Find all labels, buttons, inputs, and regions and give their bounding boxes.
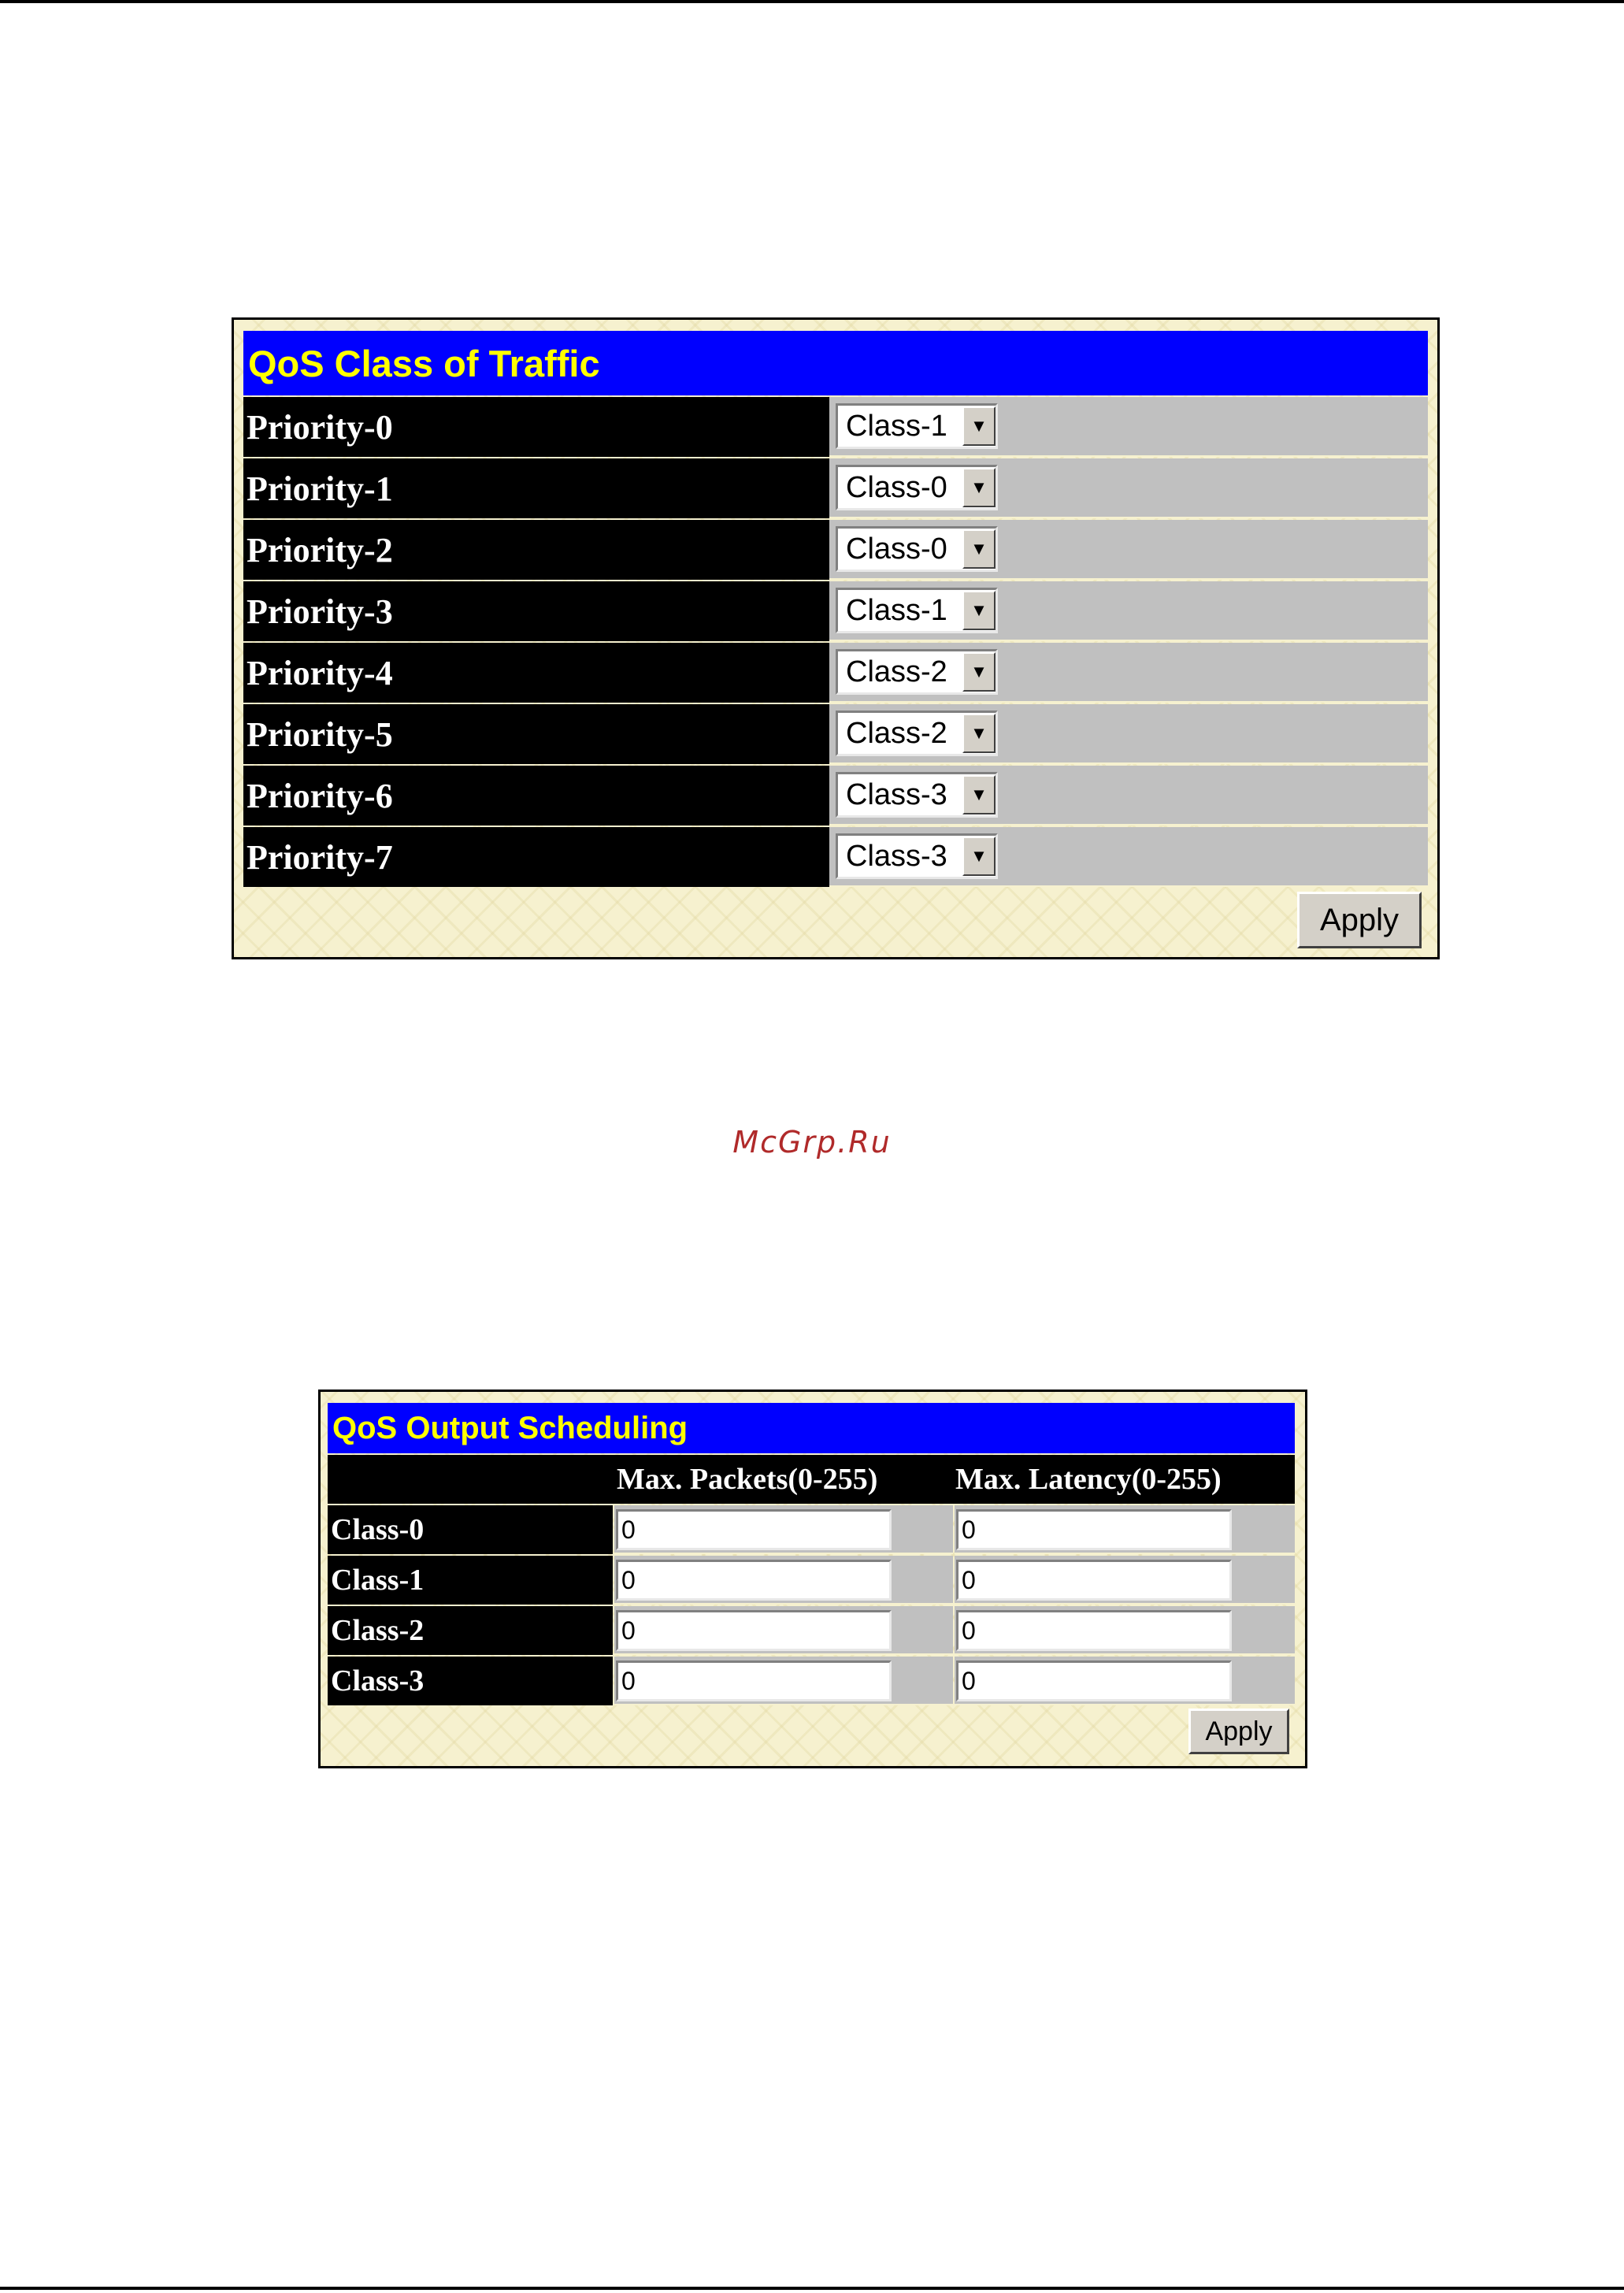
max-latency-input[interactable]: 0	[956, 1560, 1232, 1601]
class-select[interactable]	[836, 588, 998, 633]
max-latency-input[interactable]: 0	[956, 1610, 1232, 1651]
table-header	[328, 1455, 1295, 1504]
max-packets-input[interactable]: 0	[616, 1660, 892, 1701]
class-select[interactable]	[836, 526, 998, 572]
class-row	[328, 1556, 1295, 1605]
selected-value: Class-3	[846, 777, 947, 811]
chevron-down-icon[interactable]: ▼	[962, 837, 996, 876]
chevron-down-icon[interactable]: ▼	[962, 406, 996, 446]
selected-value: Class-2	[846, 655, 947, 688]
priority-label: Priority-4	[243, 643, 829, 703]
selected-value: Class-1	[846, 593, 947, 627]
apply-button[interactable]: Apply	[1297, 892, 1422, 948]
priority-row	[243, 766, 1428, 826]
qos-class-of-traffic-panel	[232, 317, 1440, 959]
selected-value: Class-0	[846, 470, 947, 504]
priority-row	[243, 643, 1428, 703]
class-select[interactable]	[836, 649, 998, 695]
apply-button[interactable]: Apply	[1188, 1709, 1289, 1754]
priority-row	[243, 704, 1428, 764]
class-label: Class-1	[328, 1556, 613, 1605]
selected-value: Class-3	[846, 839, 947, 873]
panel-title: QoS Class of Traffic	[243, 331, 1428, 395]
chevron-down-icon[interactable]: ▼	[962, 775, 996, 814]
priority-row	[243, 458, 1428, 518]
qos-output-scheduling-panel	[318, 1390, 1307, 1768]
column-header-latency: Max. Latency(0-255)	[955, 1463, 1222, 1496]
bottom-rule	[0, 2287, 1624, 2290]
priority-label: Priority-3	[243, 581, 829, 641]
priority-label: Priority-6	[243, 766, 829, 826]
priority-row	[243, 581, 1428, 641]
class-select[interactable]	[836, 403, 998, 449]
chevron-down-icon[interactable]: ▼	[962, 714, 996, 753]
panel-title: QoS Output Scheduling	[328, 1403, 1295, 1453]
column-header-packets: Max. Packets(0-255)	[617, 1463, 878, 1496]
class-row	[328, 1505, 1295, 1554]
priority-row	[243, 397, 1428, 457]
selected-value: Class-2	[846, 716, 947, 750]
chevron-down-icon[interactable]: ▼	[962, 529, 996, 569]
class-select[interactable]	[836, 711, 998, 756]
chevron-down-icon[interactable]: ▼	[962, 652, 996, 692]
priority-label: Priority-0	[243, 397, 829, 457]
max-packets-input[interactable]: 0	[616, 1610, 892, 1651]
top-rule	[0, 0, 1624, 3]
max-latency-input[interactable]: 0	[956, 1660, 1232, 1701]
class-row	[328, 1657, 1295, 1705]
class-select[interactable]	[836, 833, 998, 879]
priority-label: Priority-1	[243, 458, 829, 518]
chevron-down-icon[interactable]: ▼	[962, 591, 996, 630]
priority-label: Priority-7	[243, 827, 829, 887]
max-latency-input[interactable]: 0	[956, 1509, 1232, 1550]
priority-row	[243, 520, 1428, 580]
chevron-down-icon[interactable]: ▼	[962, 468, 996, 507]
priority-label: Priority-2	[243, 520, 829, 580]
max-packets-input[interactable]: 0	[616, 1560, 892, 1601]
selected-value: Class-0	[846, 532, 947, 566]
max-packets-input[interactable]: 0	[616, 1509, 892, 1550]
selected-value: Class-1	[846, 409, 947, 443]
priority-label: Priority-5	[243, 704, 829, 764]
class-label: Class-3	[328, 1657, 613, 1705]
class-label: Class-2	[328, 1606, 613, 1655]
class-select[interactable]	[836, 465, 998, 510]
class-select[interactable]	[836, 772, 998, 818]
class-row	[328, 1606, 1295, 1655]
watermark-text: McGrp.Ru	[732, 1125, 892, 1159]
priority-row	[243, 827, 1428, 887]
class-label: Class-0	[328, 1505, 613, 1554]
